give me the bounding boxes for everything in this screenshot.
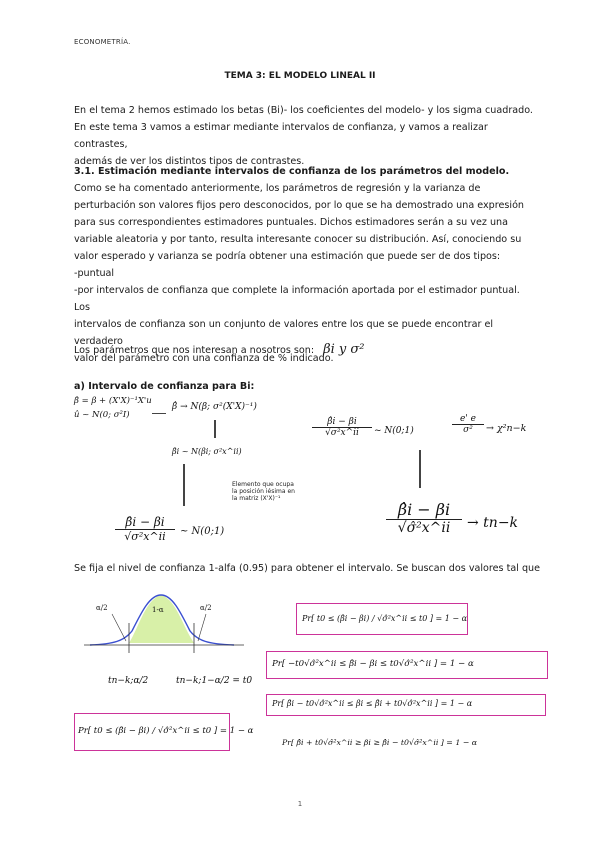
interval-p3: Pr[ β̂i − t0√σ̂²x^ii ≤ βi ≤ β̂i + t0√σ̂²x^ii ] = 1 − α	[272, 699, 473, 708]
section-line: -puntual	[74, 268, 115, 279]
document-header: ECONOMETRÍA.	[74, 38, 131, 46]
connector-line	[183, 464, 185, 506]
section-line: -por intervalos de confianza que complete la información aportada por el estimador puntual. Los	[74, 285, 520, 313]
arrow-line	[152, 413, 166, 414]
tail-pointer-left	[112, 614, 126, 641]
intro-line: En el tema 2 hemos estimado los betas (Bi)- los coeficientes del modelo- y los sigma cuadrado.	[74, 105, 533, 116]
formula-normal-rhs: ~ N(0;1)	[374, 426, 414, 436]
fraction-numerator: e' e	[452, 414, 484, 425]
section-line: perturbación son valores fijos pero desconocidos, por lo que se ha demostrado una expresión	[74, 200, 525, 211]
formula-standardized-main	[115, 515, 175, 543]
page-title: TEMA 3: EL MODELO LINEAL II	[224, 71, 376, 81]
interval-p1: Pr[ t0 ≤ (β̂i − βi) / √σ̂²x^ii ≤ t0 ] = 1 − α	[302, 614, 468, 623]
note-element-position	[232, 481, 295, 502]
fraction-denominator: √σ²x^ii	[124, 530, 166, 543]
connector-line	[419, 450, 421, 488]
formula-residuals	[452, 414, 484, 435]
params-math: βi y σ²	[323, 342, 365, 357]
section-line: Como se ha comentado anteriormente, los parámetros de regresión y la varianza de	[74, 183, 481, 194]
interval-p2: Pr[ −t0√σ̂²x^ii ≤ β̂i − βi ≤ t0√σ̂²x^ii ] = 1 − α	[272, 659, 474, 669]
formula-chi-square: → χ²n−k	[486, 423, 527, 434]
note-line: Elemento que ocupa	[232, 481, 294, 488]
formula-standardized-sigma	[312, 417, 372, 438]
formula-beta-i-dist: β̂i ~ N(βi; σ²x^ii)	[172, 447, 242, 456]
note-line: la posición iésima en	[232, 488, 295, 495]
params-line	[74, 341, 534, 359]
formula-t-rhs: → tn−k	[467, 515, 519, 531]
confidence-text: Se fija el nivel de confianza 1-alfa (0.95) para obtener el intervalo. Se buscan dos valores tal que	[74, 563, 541, 574]
fraction-numerator: β̂i − βi	[312, 417, 372, 428]
intro-line: además de ver los distintos tipos de contrastes.	[74, 156, 305, 167]
section-line: intervalos de confianza son un conjunto de valores entre los que se puede encontrar el verdadero	[74, 319, 494, 347]
fraction-denominator: √σ²x^ii	[325, 428, 359, 438]
fraction-denominator: √σ̂²x^ii	[397, 520, 451, 536]
center-label: 1-α	[152, 606, 164, 614]
note-line: la matriz (X'X)⁻¹	[232, 495, 281, 502]
fraction-numerator: β̂i − βi	[386, 500, 462, 520]
params-label: Los parámetros que nos interesan a nosotros son:	[74, 345, 315, 356]
interval-p4: Pr[ β̂i + t0√σ̂²x^ii ≥ βi ≥ β̂i − t0√σ̂²x^ii ] = 1 − α	[282, 738, 478, 747]
connector-line	[214, 420, 216, 438]
section-3-1	[74, 163, 534, 367]
formula-t-statistic	[386, 500, 462, 536]
formula-normal-rhs: ~ N(0;1)	[180, 526, 225, 537]
intro-paragraph	[74, 102, 534, 170]
critical-value-left: tn−k;α/2	[108, 676, 149, 686]
section-line: para sus correspondientes estimadores puntuales. Dichos estimadores serán a su vez una	[74, 217, 508, 228]
fraction-denominator: σ²	[463, 425, 473, 435]
bell-curve-chart	[84, 587, 244, 653]
tail-label-left: α/2	[96, 604, 108, 612]
tail-pointer-right	[198, 614, 206, 641]
page-number: 1	[297, 800, 303, 808]
section-line: valor del parámetro con una confianza de % indicado.	[74, 353, 334, 364]
critical-value-right: tn−k;1−α/2 = t0	[176, 676, 253, 686]
section-line: valor esperado y varianza se podría obtener una estimación que puede ser de dos tipos:	[74, 251, 501, 262]
section-heading: 3.1. Estimación mediante intervalos de confianza de los parámetros del modelo.	[74, 166, 510, 177]
interval-p5: Pr[ t0 ≤ (β̂i − βi) / √σ̂²x^ii ≤ t0 ] = 1 − α	[78, 726, 254, 736]
section-line: variable aleatoria y por tanto, resulta interesante conocer su distribución. Así, conociendo su	[74, 234, 522, 245]
formula-beta-estimator: β̂ = β + (X'X)⁻¹X'u	[74, 396, 152, 406]
intro-line: En este tema 3 vamos a estimar mediante intervalos de confianza, y vamos a realizar contrastes,	[74, 122, 488, 150]
fraction-numerator: β̂i − βi	[115, 515, 175, 530]
tail-label-right: α/2	[200, 604, 212, 612]
subsection-a-heading: a) Intervalo de confianza para Bi:	[74, 381, 255, 392]
formula-error-dist: û ~ N(0; σ²I)	[74, 410, 130, 420]
formula-beta-vector-dist: β̂ → N(β; σ²(X'X)⁻¹)	[172, 402, 257, 412]
